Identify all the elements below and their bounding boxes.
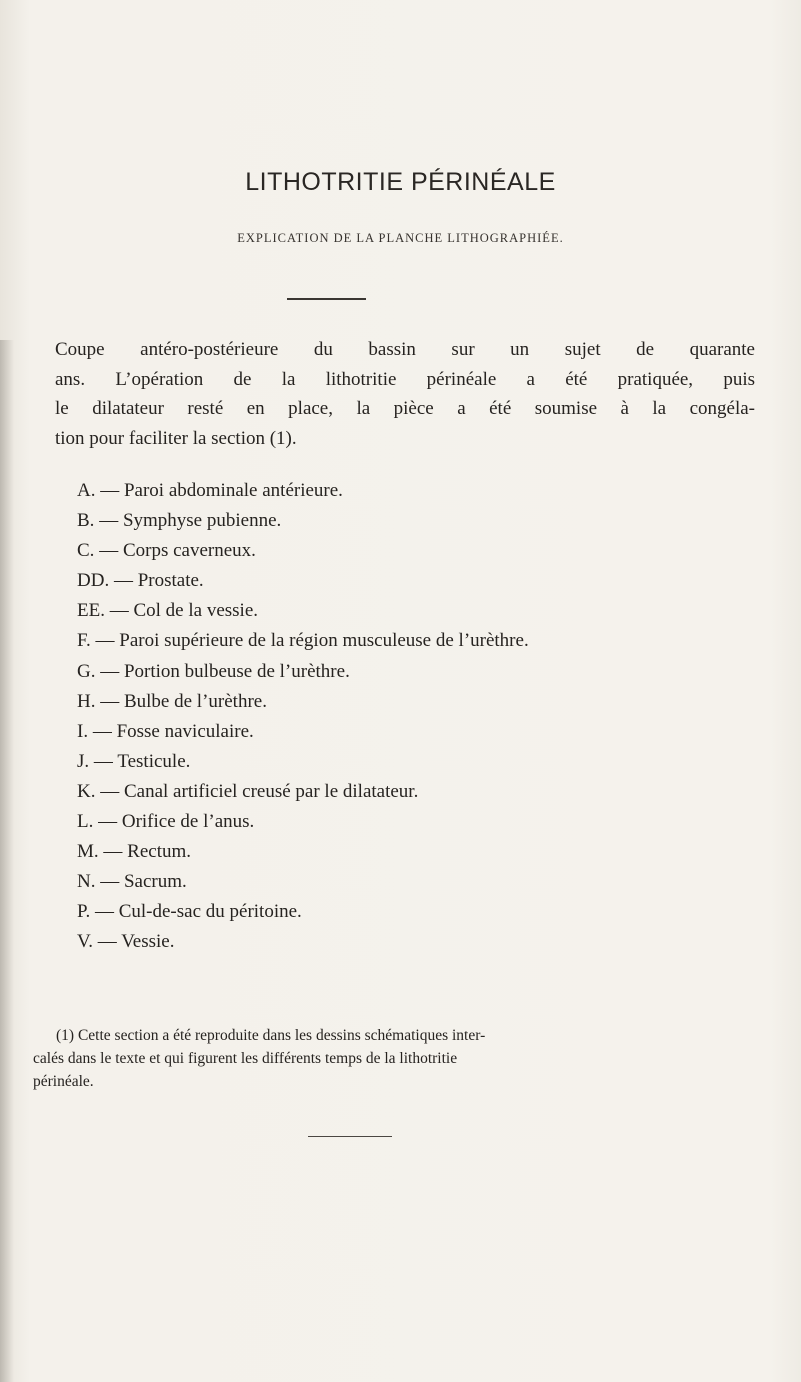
legend-item xyxy=(77,867,529,897)
intro-line: Coupe antéro-postérieure du bassin sur un sujet de quarante xyxy=(55,339,755,360)
legend-item xyxy=(77,626,529,656)
legend-item xyxy=(77,476,529,506)
legend-item xyxy=(77,837,529,867)
intro-line: tion pour faciliter la section (1). xyxy=(55,427,297,449)
legend-item xyxy=(77,807,529,837)
legend-item xyxy=(77,687,529,717)
legend-text: — Col de la vessie. xyxy=(109,600,258,622)
legend-key: A. xyxy=(77,480,96,501)
legend-key: DD. xyxy=(77,570,110,592)
intro-line: le dilatateur resté en place, la pièce a été soumise à la congéla- xyxy=(55,398,755,419)
legend-key: EE. xyxy=(77,600,105,622)
legend-text: — Vessie. xyxy=(97,931,175,953)
legend-key: L. xyxy=(77,811,94,833)
legend-key: I. xyxy=(77,720,89,742)
legend-key: B. xyxy=(77,510,95,532)
legend-item xyxy=(77,566,529,596)
footnote-line: périnéale. xyxy=(33,1073,94,1090)
legend-text: — Canal artificiel creusé par le dilatateur. xyxy=(100,780,419,802)
legend-list xyxy=(77,476,529,958)
legend-item xyxy=(77,657,529,687)
legend-text: — Prostate. xyxy=(113,570,204,592)
legend-key: P. xyxy=(77,901,91,923)
legend-text: — Cul-de-sac du péritoine. xyxy=(94,901,302,923)
legend-item xyxy=(77,506,529,536)
legend-text: — Orifice de l’anus. xyxy=(98,811,255,833)
legend-text: — Symphyse pubienne. xyxy=(99,510,282,532)
intro-paragraph xyxy=(55,335,755,453)
legend-key: N. xyxy=(77,871,96,893)
divider-rule xyxy=(287,298,366,300)
legend-item xyxy=(77,777,529,807)
legend-item xyxy=(77,747,529,777)
legend-item xyxy=(77,536,529,566)
legend-key: J. xyxy=(77,750,90,772)
legend-key: G. xyxy=(77,660,96,682)
legend-item xyxy=(77,927,529,957)
footnote xyxy=(33,1024,753,1093)
legend-text: — Paroi supérieure de la région musculeuse de l’urèthre. xyxy=(95,630,529,652)
legend-key: F. xyxy=(77,630,91,652)
page-title: LITHOTRITIE PÉRINÉALE xyxy=(245,168,556,196)
legend-text: — Bulbe de l’urèthre. xyxy=(100,690,267,712)
legend-key: V. xyxy=(77,931,94,953)
legend-text: — Fosse naviculaire. xyxy=(92,720,254,742)
intro-line: ans. L’opération de la lithotritie périnéale a été pratiquée, puis xyxy=(55,368,755,390)
page-subtitle: EXPLICATION DE LA PLANCHE LITHOGRAPHIÉE. xyxy=(237,231,564,245)
legend-text: — Sacrum. xyxy=(100,871,187,893)
legend-key: C. xyxy=(77,540,95,562)
legend-item xyxy=(77,596,529,626)
legend-text: — Testicule. xyxy=(93,750,191,772)
end-rule xyxy=(308,1136,392,1137)
legend-item xyxy=(77,717,529,747)
binding-shadow xyxy=(0,340,14,1382)
legend-text: — Rectum. xyxy=(103,841,192,863)
legend-text: — Portion bulbeuse de l’urèthre. xyxy=(100,660,350,682)
legend-key: K. xyxy=(77,780,96,802)
legend-key: H. xyxy=(77,690,96,712)
legend-text: — Paroi abdominale antérieure. xyxy=(100,480,343,501)
footnote-line: (1) Cette section a été reproduite dans les dessins schématiques inter- xyxy=(56,1027,486,1044)
legend-item xyxy=(77,897,529,927)
footnote-line: calés dans le texte et qui figurent les différents temps de la lithotritie xyxy=(33,1050,458,1067)
legend-key: M. xyxy=(77,841,99,863)
legend-text: — Corps caverneux. xyxy=(99,540,256,562)
